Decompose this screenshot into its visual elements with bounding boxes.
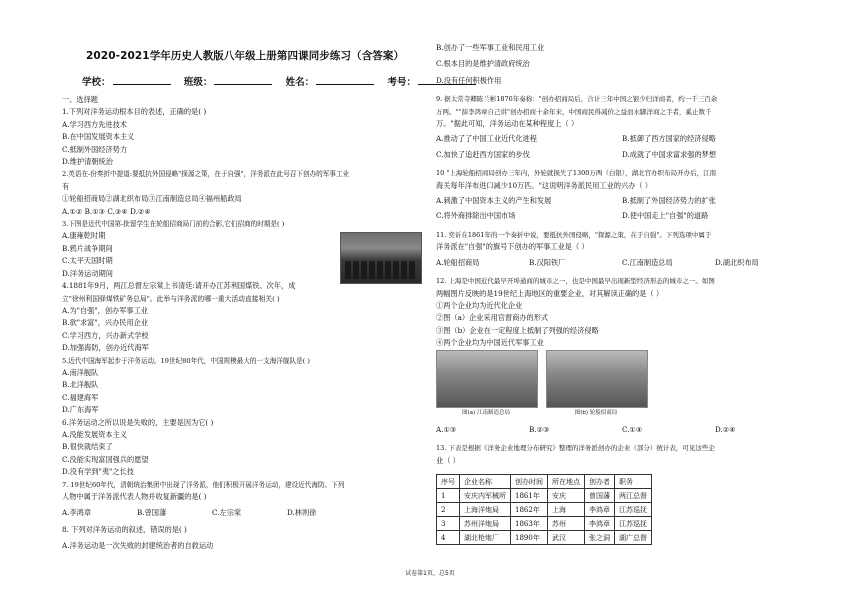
text-line: B.欲"求富"，兴办民用企业 [62,318,149,328]
text-line: C.太平天国时期 [62,256,113,266]
text-line: C.根本目的是维护清政府统治 [436,59,530,69]
table-cell: 3 [437,517,460,531]
q11-options [436,257,808,269]
option[interactable]: A.李鸿章 [62,508,92,518]
option[interactable]: A.推动了了中国工业近代化进程 [436,134,537,144]
option[interactable]: C.加快了追赶西方国家的步伐 [436,149,530,159]
text-line: C.抵制外国经济势力 [62,144,128,154]
text-line: D.没有任何积极作用 [436,75,502,85]
table-cell: 武汉 [548,531,585,545]
table-cell: 曾国藩 [585,489,615,503]
jiangnan-arsenal-image [436,350,538,408]
table-row [437,489,652,503]
option[interactable]: B.抵御了西方国家的经济侵略 [622,134,716,144]
table-cell: 上海洋炮局 [460,503,511,517]
option[interactable]: B.②③ [529,425,550,434]
table-row [437,503,652,517]
option[interactable]: D.成就了中国求富求强的梦想 [622,149,717,159]
text-line: ①轮船招商局②湖北织布局③江南制造总局④福州船政局 [62,194,242,204]
table-cell: 湖广总督 [615,531,652,545]
text-line: D.加强海防，创办近代海军 [62,343,149,353]
text-line: D.广东海军 [62,405,99,415]
option[interactable]: A.①③ [436,425,457,434]
table-cell: 安庆 [548,489,585,503]
text-line: 万两。""薛李鸿章自己讲"创办招商十余年来，中国商民得减价之益而水脚洋商之手者，奚止数千 [436,107,712,116]
q10-options-row1 [436,195,808,207]
table-cell: 1863年 [511,517,548,531]
figure-caption: 图(b) 轮船招商局 [574,410,618,416]
table-cell: 江苏巡抚 [615,517,652,531]
text-line: 洋务派在"自强"的旗号下创办的军事工业是（ ） [436,242,589,252]
text-line: 3.下图是近代中国第-批留学生在轮船招商局门前的合影,它们招商的时期是( ) [62,220,285,229]
text-line: 万。"据此可知，洋务运动在某种程度上（ ） [436,119,579,129]
text-line: 业（ ） [436,455,460,465]
option[interactable]: A.刺激了中国资本主义的产生和发展 [436,196,552,206]
q12-options [436,424,808,436]
text-line: C.没能实现富国强兵的愿望 [62,454,149,464]
table-row [437,531,652,545]
text-line: D.没有学到"夷"之长技 [62,467,134,477]
option[interactable]: C.将外商排除出中国市场 [436,211,516,221]
school-blank[interactable] [113,75,171,85]
figure-pair [436,350,656,418]
class-blank[interactable] [214,75,272,85]
text-line: 2.英语在-份奏折中提道:要抵抗外国侵略"探源之策，在于自强"，洋务派在此号召下创办的军事工业 [62,170,350,179]
table-cell: 两江总督 [615,489,652,503]
page-footer: 试卷第1页，总5页 [405,570,455,577]
text-line: ②图（a）企业采用官督商办的形式 [436,313,549,323]
name-label: 姓名： [285,77,315,88]
class-label: 班级： [183,77,213,88]
text-line: B.鸦片战争期间 [62,243,113,253]
text-line: A.①② B.①③ C.③④ D.②④ [62,206,151,216]
column-header: 序号 [437,475,460,489]
column-header: 所在地点 [548,475,585,489]
text-line: A.没能发展资本主义 [62,429,127,439]
text-line: 8. 下列对洋务运动的叙述，错误的是( ) [62,524,187,534]
column-header: 企业名称 [460,475,511,489]
text-line: A.为"自强"，创办军事工业 [62,305,148,315]
option[interactable]: D.使中国走上"自强"的道路 [622,211,709,221]
table-cell: 湖北枪炮厂 [460,531,511,545]
table-cell: 1862年 [511,503,548,517]
option[interactable]: A.轮船招商局 [436,257,480,267]
text-line: D.维护清朝统治 [62,157,113,167]
page-title: 2020-2021学年历史人教版八年级上册第四课同步练习（含答案） [86,50,405,62]
table-cell: 苏州洋炮局 [460,517,511,531]
text-line: B.创办了一些军事工业和民用工业 [436,43,545,52]
text-line: A.康雍乾时期 [62,231,106,241]
q7-options [62,507,362,519]
text-line: 海关每年洋布进口减少10万匹。"这说明洋务派民用工业的兴办（ ） [436,180,652,190]
left-column [62,94,422,553]
text-line: B.在中国发展资本主义 [62,132,135,142]
table-cell: 安庆内军械所 [460,489,511,503]
figure-caption: 图(a) 江南制造总局 [462,410,510,416]
text-line: 5.近代中国海军起步于洋务运动。19世纪80年代，中国规模最大的一支海洋舰队是( ) [62,356,310,365]
text-line: ③图（b）企业在一定程度上抵制了列强的经济侵略 [436,325,599,335]
enterprise-table [436,474,652,545]
table-cell: 李鸿章 [585,503,615,517]
q12-q13-block [436,424,808,467]
table-cell: 张之洞 [585,531,615,545]
q9-options-row2 [436,149,808,161]
text-line: 立"徐州利国驿煤铁矿务总局"。此举与洋务派的哪一重大活动直接相关( ) [62,294,280,303]
text-line: 10 "上海轮船招商局创办三年内，外轮就损失了1300万两（白银），湖北官办织布局开办后，江南 [436,169,717,178]
text-line: A.洋务运动是一次失败的封建统治者的自救运动 [62,541,214,551]
text-line: 一、选择题 [62,95,98,104]
text-line: A.南洋舰队 [62,367,99,377]
q9-options-row1 [436,133,808,145]
text-line: 6.洋务运动之所以说是失败的，主要是因为它( ) [62,417,214,427]
text-line: 1.下列对洋务运动根本目的表述，正确的是( ) [62,107,207,117]
table-cell: 1 [437,489,460,503]
table-header-row [437,475,652,489]
column-header: 创办者 [585,475,615,489]
text-line: B.北洋舰队 [62,380,99,390]
student-info-bar [82,74,422,88]
option[interactable]: B.曾国藩 [137,508,167,518]
text-line: C.学习西方，兴办新式学校 [62,330,149,340]
text-line: 4.1881年9月，两江总督左宗棠上书清廷:请开办江苏利国煤铁、次年，成 [62,281,296,291]
option[interactable]: D.林则徐 [287,508,317,518]
text-line: 9. 据太常寺卿陈兰彬1876年奏称："创办招商局后，合计三年中国之银少归洋商者，约一千三百余 [436,95,718,104]
text-line: B.很快就结束了 [62,442,113,452]
table-row [437,517,652,531]
table-cell: 1861年 [511,489,548,503]
table-cell: 上海 [548,503,585,517]
text-line: C.福建海军 [62,392,99,402]
table-cell: 李鸿章 [585,517,615,531]
table-cell: 1890年 [511,531,548,545]
table-cell: 苏州 [548,517,585,531]
text-line: ①两个企业均为近代化企业 [436,300,523,310]
option[interactable]: C.①④ [622,425,643,434]
text-line: 两幅图片反映的是19世纪上海地区的重要企业，对其解读正确的是（ ） [436,288,664,298]
table-cell: 4 [437,531,460,545]
q10-options-row2 [436,210,808,222]
table-cell: 江苏巡抚 [615,503,652,517]
text-line: 12. 上海是中国近代最早开埠通商的城市之一，也是中国最早出现新型经济形态的城市之一。如图 [436,277,715,286]
right-column [436,42,808,350]
text-line: 7. 19世纪60年代，清朝统治集团中出现了洋务派，他们积极开展洋务运动，建设近代海防。下列 [62,480,345,489]
option[interactable]: C.左宗棠 [212,508,242,518]
exam-label: 考号： [387,77,416,88]
text-line: ④两个企业均为中国近代军事工业 [436,338,544,348]
option[interactable]: B.抵制了外国经济势力的扩张 [622,196,716,206]
name-blank[interactable] [316,75,374,85]
table-cell: 2 [437,503,460,517]
steamship-bureau-image [546,350,648,408]
column-header: 创办时间 [511,475,548,489]
text-line: D.洋务运动期间 [62,268,113,278]
option[interactable]: B.汉阳铁厂 [529,257,566,267]
option[interactable]: D.②④ [715,425,736,434]
option[interactable]: D.湖北织布局 [715,257,759,267]
students-photo [340,232,422,284]
text-line: 有 [62,181,70,191]
school-label: 学校： [82,77,111,88]
option[interactable]: C.江南制造总局 [622,257,673,267]
text-line: 人物中属于洋务派代表人物并收复新疆的是( ) [62,492,207,501]
column-header: 职务 [615,475,652,489]
text-line: 11. 奕䜣在1861年的一个奏折中说，要抵抗外国侵略，"探源之策，在于自强"。下列选项中属于 [436,230,712,239]
text-line: 13. 下表是根据《洋务企业地理分布研究》整理的洋务派创办的企业（部分）统计表，可见这些企 [436,444,715,453]
text-line: A.学习西方先进技术 [62,119,127,129]
